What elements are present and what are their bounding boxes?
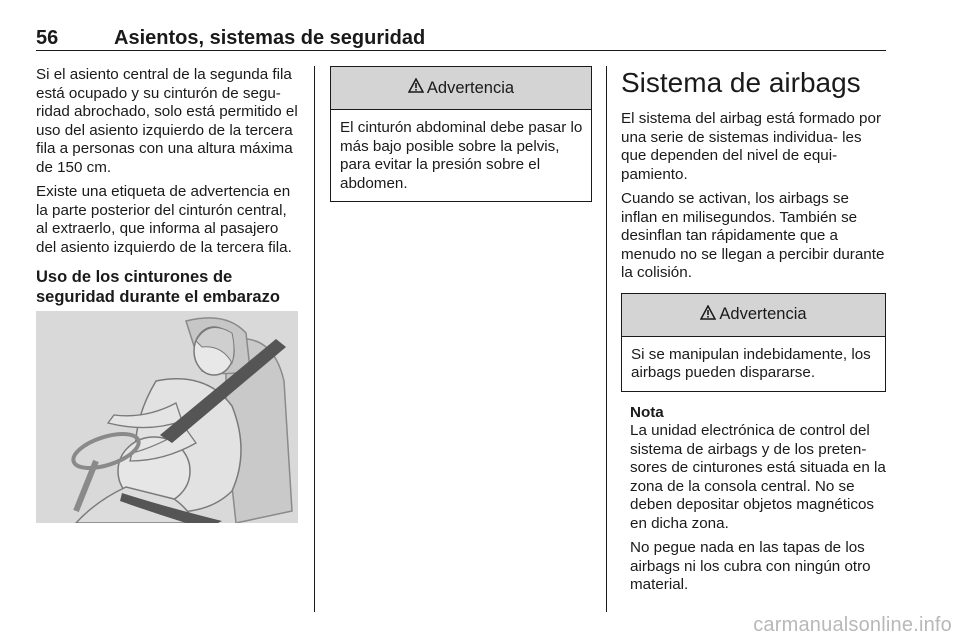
warning-title: Advertencia bbox=[426, 78, 515, 97]
column-right bbox=[621, 66, 886, 601]
warning-box-airbag bbox=[621, 293, 886, 392]
note-paragraph-airbag-covers: No pegue nada en las tapas de los airbags ni los cubra con ningún otro material. bbox=[630, 539, 871, 593]
section-subheading: Uso de los cinturones de seguridad durante el embarazo bbox=[36, 268, 280, 306]
column-left bbox=[36, 66, 298, 319]
column-divider-2 bbox=[606, 66, 607, 612]
warning-text: Si se manipulan indebidamente, los airbags pueden dispararse. bbox=[631, 345, 871, 381]
column-middle bbox=[330, 66, 592, 214]
warning-header bbox=[331, 67, 591, 110]
note-label: Nota bbox=[630, 403, 664, 421]
pregnant-seatbelt-illustration bbox=[36, 311, 298, 523]
note-paragraph-control-unit: La unidad electrónica de control del sistema de airbags y de los preten- sores de cinturones está situada en la zona de la consola central. No se deben depositar objetos magnéticos en dicha zona. bbox=[630, 422, 886, 532]
running-title: Asientos, sistemas de seguridad bbox=[114, 27, 426, 49]
column-divider-1 bbox=[314, 66, 315, 612]
paragraph-airbag-system: El sistema del airbag está formado por una serie de sistemas individua- les que dependen del nivel de equi- pamiento. bbox=[621, 110, 882, 183]
section-heading-airbags: Sistema de airbags bbox=[621, 67, 861, 98]
warning-text: El cinturón abdominal debe pasar lo más bajo posible sobre la pelvis, para evitar la presión sobre el abdomen. bbox=[340, 119, 583, 192]
warning-title: Advertencia bbox=[719, 305, 807, 323]
warning-header bbox=[622, 294, 885, 337]
page-number: 56 bbox=[36, 27, 59, 49]
paragraph-warning-label: Existe una etiqueta de advertencia en la parte posterior del cinturón central, al extraerlo, que informa al pasajero del asiento izquierdo de la tercera fila. bbox=[36, 183, 292, 256]
paragraph-seat-restriction: Si el asiento central de la segunda fila está ocupado y su cinturón de segu- ridad abrochado, solo está permitido el uso del asiento izquierdo de la tercera fila a personas con una altura máxima de 150 cm. bbox=[36, 66, 298, 176]
warning-box-belt bbox=[330, 66, 592, 202]
warning-triangle-icon bbox=[700, 305, 716, 325]
note-block bbox=[621, 404, 886, 595]
warning-body bbox=[331, 110, 591, 201]
warning-triangle-icon bbox=[408, 78, 424, 98]
warning-body bbox=[622, 337, 885, 391]
paragraph-airbag-activation: Cuando se activan, los airbags se inflan en milisegundos. También se desinflan tan rápidamente que a menudo no se llegan a percibir durante la colisión. bbox=[621, 190, 885, 281]
watermark: carmanualsonline.info bbox=[753, 614, 952, 636]
header-rule bbox=[36, 50, 886, 51]
